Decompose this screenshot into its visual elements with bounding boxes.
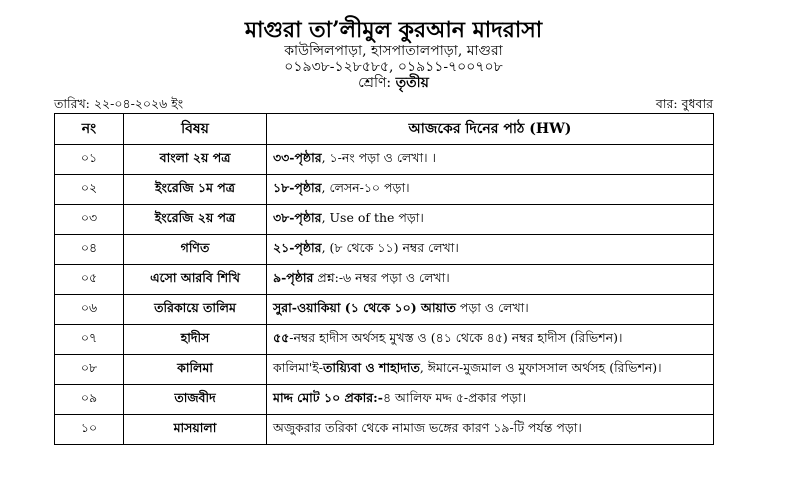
lesson-emphasis: তায়্যিবা ও শাহাদাত — [323, 359, 420, 375]
row-number: ০৮ — [55, 355, 124, 385]
row-number: ০১ — [55, 145, 124, 175]
row-subject: গণিত — [124, 235, 267, 265]
row-number: ০৭ — [55, 325, 124, 355]
table-row — [55, 355, 714, 385]
table-row — [55, 295, 714, 325]
row-subject: ইংরেজি ২য় পত্র — [124, 205, 267, 235]
row-subject: মাসয়ালা — [124, 415, 267, 445]
class-label: শ্রেণি: — [358, 75, 392, 92]
lesson-emphasis: সুরা-ওয়াকিয়া (১ থেকে ১০) আয়াত — [273, 299, 456, 315]
row-lesson — [267, 175, 714, 205]
row-number: ০৯ — [55, 385, 124, 415]
row-lesson — [267, 205, 714, 235]
table-row — [55, 265, 714, 295]
row-lesson — [267, 145, 714, 175]
madrasa-title: মাগুরা তা’লীমুল কুরআন মাদরাসা — [244, 17, 543, 43]
row-lesson — [267, 265, 714, 295]
row-number: ০৬ — [55, 295, 124, 325]
row-subject: হাদীস — [124, 325, 267, 355]
lesson-text: ৪ আলিফ মদ্দ ৫-প্রকার পড়া। — [382, 389, 527, 405]
lesson-text: , (৮ থেকে ১১) নম্বর লেখা। — [321, 239, 459, 255]
madrasa-address: কাউন্সিলপাড়া, হাসপাতালপাড়া, মাগুরা — [284, 43, 503, 60]
row-lesson — [267, 325, 714, 355]
table-row — [55, 145, 714, 175]
table-row — [55, 325, 714, 355]
lesson-emphasis: ১৮-পৃষ্ঠার — [273, 179, 322, 195]
lesson-emphasis: ২১-পৃষ্ঠার — [273, 239, 322, 255]
row-number: ০২ — [55, 175, 124, 205]
table-body — [55, 145, 714, 445]
table-header-row — [55, 114, 714, 145]
row-number: ০৫ — [55, 265, 124, 295]
row-subject: ইংরেজি ১ম পত্র — [124, 175, 267, 205]
lesson-emphasis: ৩৮-পৃষ্ঠার — [273, 209, 322, 225]
lesson-text: , লেসন-১০ পড়া। — [321, 179, 410, 195]
madrasa-phones: ০১৯৩৮-১২৮৫৮৫, ০১৯১১-৭০০৭০৮ — [284, 59, 503, 76]
row-subject: কালিমা — [124, 355, 267, 385]
row-subject: তরিকায়ে তালিম — [124, 295, 267, 325]
document-header — [0, 18, 787, 92]
lesson-text: পড়া ও লেখা। — [455, 299, 529, 315]
lesson-emphasis: ৯-পৃষ্ঠার — [273, 269, 314, 285]
table-row — [55, 175, 714, 205]
row-lesson — [267, 235, 714, 265]
row-number: ০৩ — [55, 205, 124, 235]
table-row — [55, 385, 714, 415]
row-number: ১০ — [55, 415, 124, 445]
row-subject: তাজবীদ — [124, 385, 267, 415]
row-lesson — [267, 385, 714, 415]
lesson-emphasis: ৫৫ — [273, 329, 290, 345]
lesson-text: প্রশ্ন:-৬ নম্বর পড়া ও লেখা। — [313, 269, 450, 285]
header-lesson: আজকের দিনের পাঠ (HW) — [267, 114, 714, 145]
header-number: নং — [55, 114, 124, 145]
lesson-text: অজুকরার তরিকা থেকে নামাজ ভঙ্গের কারণ ১৯-টি পর্যন্ত পড়া। — [273, 419, 582, 435]
date-label: তারিখ: ২২-০৪-২০২৬ ইং — [54, 96, 184, 111]
class-value: তৃতীয় — [395, 75, 429, 92]
header-subject: বিষয় — [124, 114, 267, 145]
table-row — [55, 415, 714, 445]
day-label: বার: বুধবার — [655, 96, 713, 111]
homework-table — [54, 113, 714, 445]
lesson-text: -নম্বর হাদীস অর্থসহ মুখস্ত ও (৪১ থেকে ৪৫) নম্বর হাদীস (রিভিশন)। — [289, 329, 623, 345]
lesson-text: , ১-নং পড়া ও লেখা। । — [321, 149, 436, 165]
row-number: ০৪ — [55, 235, 124, 265]
lesson-text: , ঈমানে-মুজমাল ও মুফাসসাল অর্থসহ (রিভিশন)। — [419, 359, 662, 375]
row-subject: এসো আরবি শিখি — [124, 265, 267, 295]
class-line — [0, 75, 787, 91]
lesson-text: , Use of the পড়া। — [321, 209, 424, 225]
lesson-emphasis: ৩৩-পৃষ্ঠার — [273, 149, 322, 165]
row-lesson — [267, 415, 714, 445]
table-row — [55, 235, 714, 265]
table-row — [55, 205, 714, 235]
row-subject: বাংলা ২য় পত্র — [124, 145, 267, 175]
lesson-emphasis: মাদ্দ মোট ১০ প্রকার:- — [273, 389, 383, 405]
row-lesson — [267, 295, 714, 325]
row-lesson — [267, 355, 714, 385]
lesson-prefix: কালিমা'ই- — [273, 359, 323, 375]
